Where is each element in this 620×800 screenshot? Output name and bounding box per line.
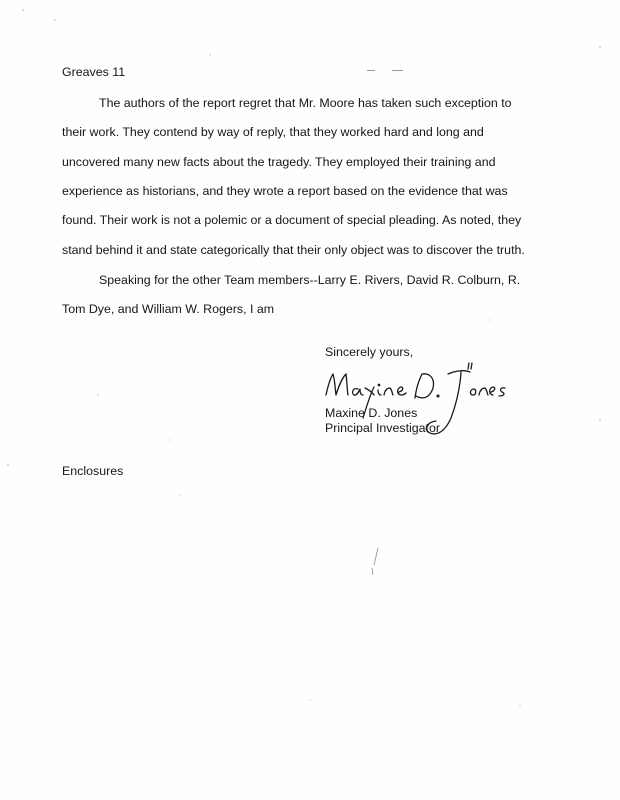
- enclosures-note: Enclosures: [62, 464, 124, 478]
- signer-name: Maxine D. Jones: [325, 406, 418, 420]
- paragraph-1-line-5: found. Their work is not a polemic or a document of special pleading. As noted, they: [62, 213, 522, 227]
- paragraph-1-line-4: experience as historians, and they wrote a report based on the evidence that was: [62, 184, 508, 198]
- paragraph-2-line-1: Speaking for the other Team members--Larry E. Rivers, David R. Colburn, R.: [99, 273, 521, 287]
- paragraph-1-line-2: their work. They contend by way of reply, that they worked hard and long and: [62, 125, 484, 139]
- paragraph-1-line-1: The authors of the report regret that Mr. Moore has taken such exception to: [99, 96, 512, 110]
- handwritten-signature: [318, 360, 518, 450]
- closing-salutation: Sincerely yours,: [325, 345, 414, 359]
- signer-title: Principal Investigator: [325, 421, 441, 435]
- paragraph-1-line-3: uncovered many new facts about the tragedy. They employed their training and: [62, 155, 496, 169]
- paragraph-2-line-2: Tom Dye, and William W. Rogers, I am: [62, 302, 275, 316]
- page-header: Greaves 11: [62, 65, 126, 79]
- paragraph-1-line-6: stand behind it and state categorically that their only object was to discover the truth.: [62, 243, 525, 257]
